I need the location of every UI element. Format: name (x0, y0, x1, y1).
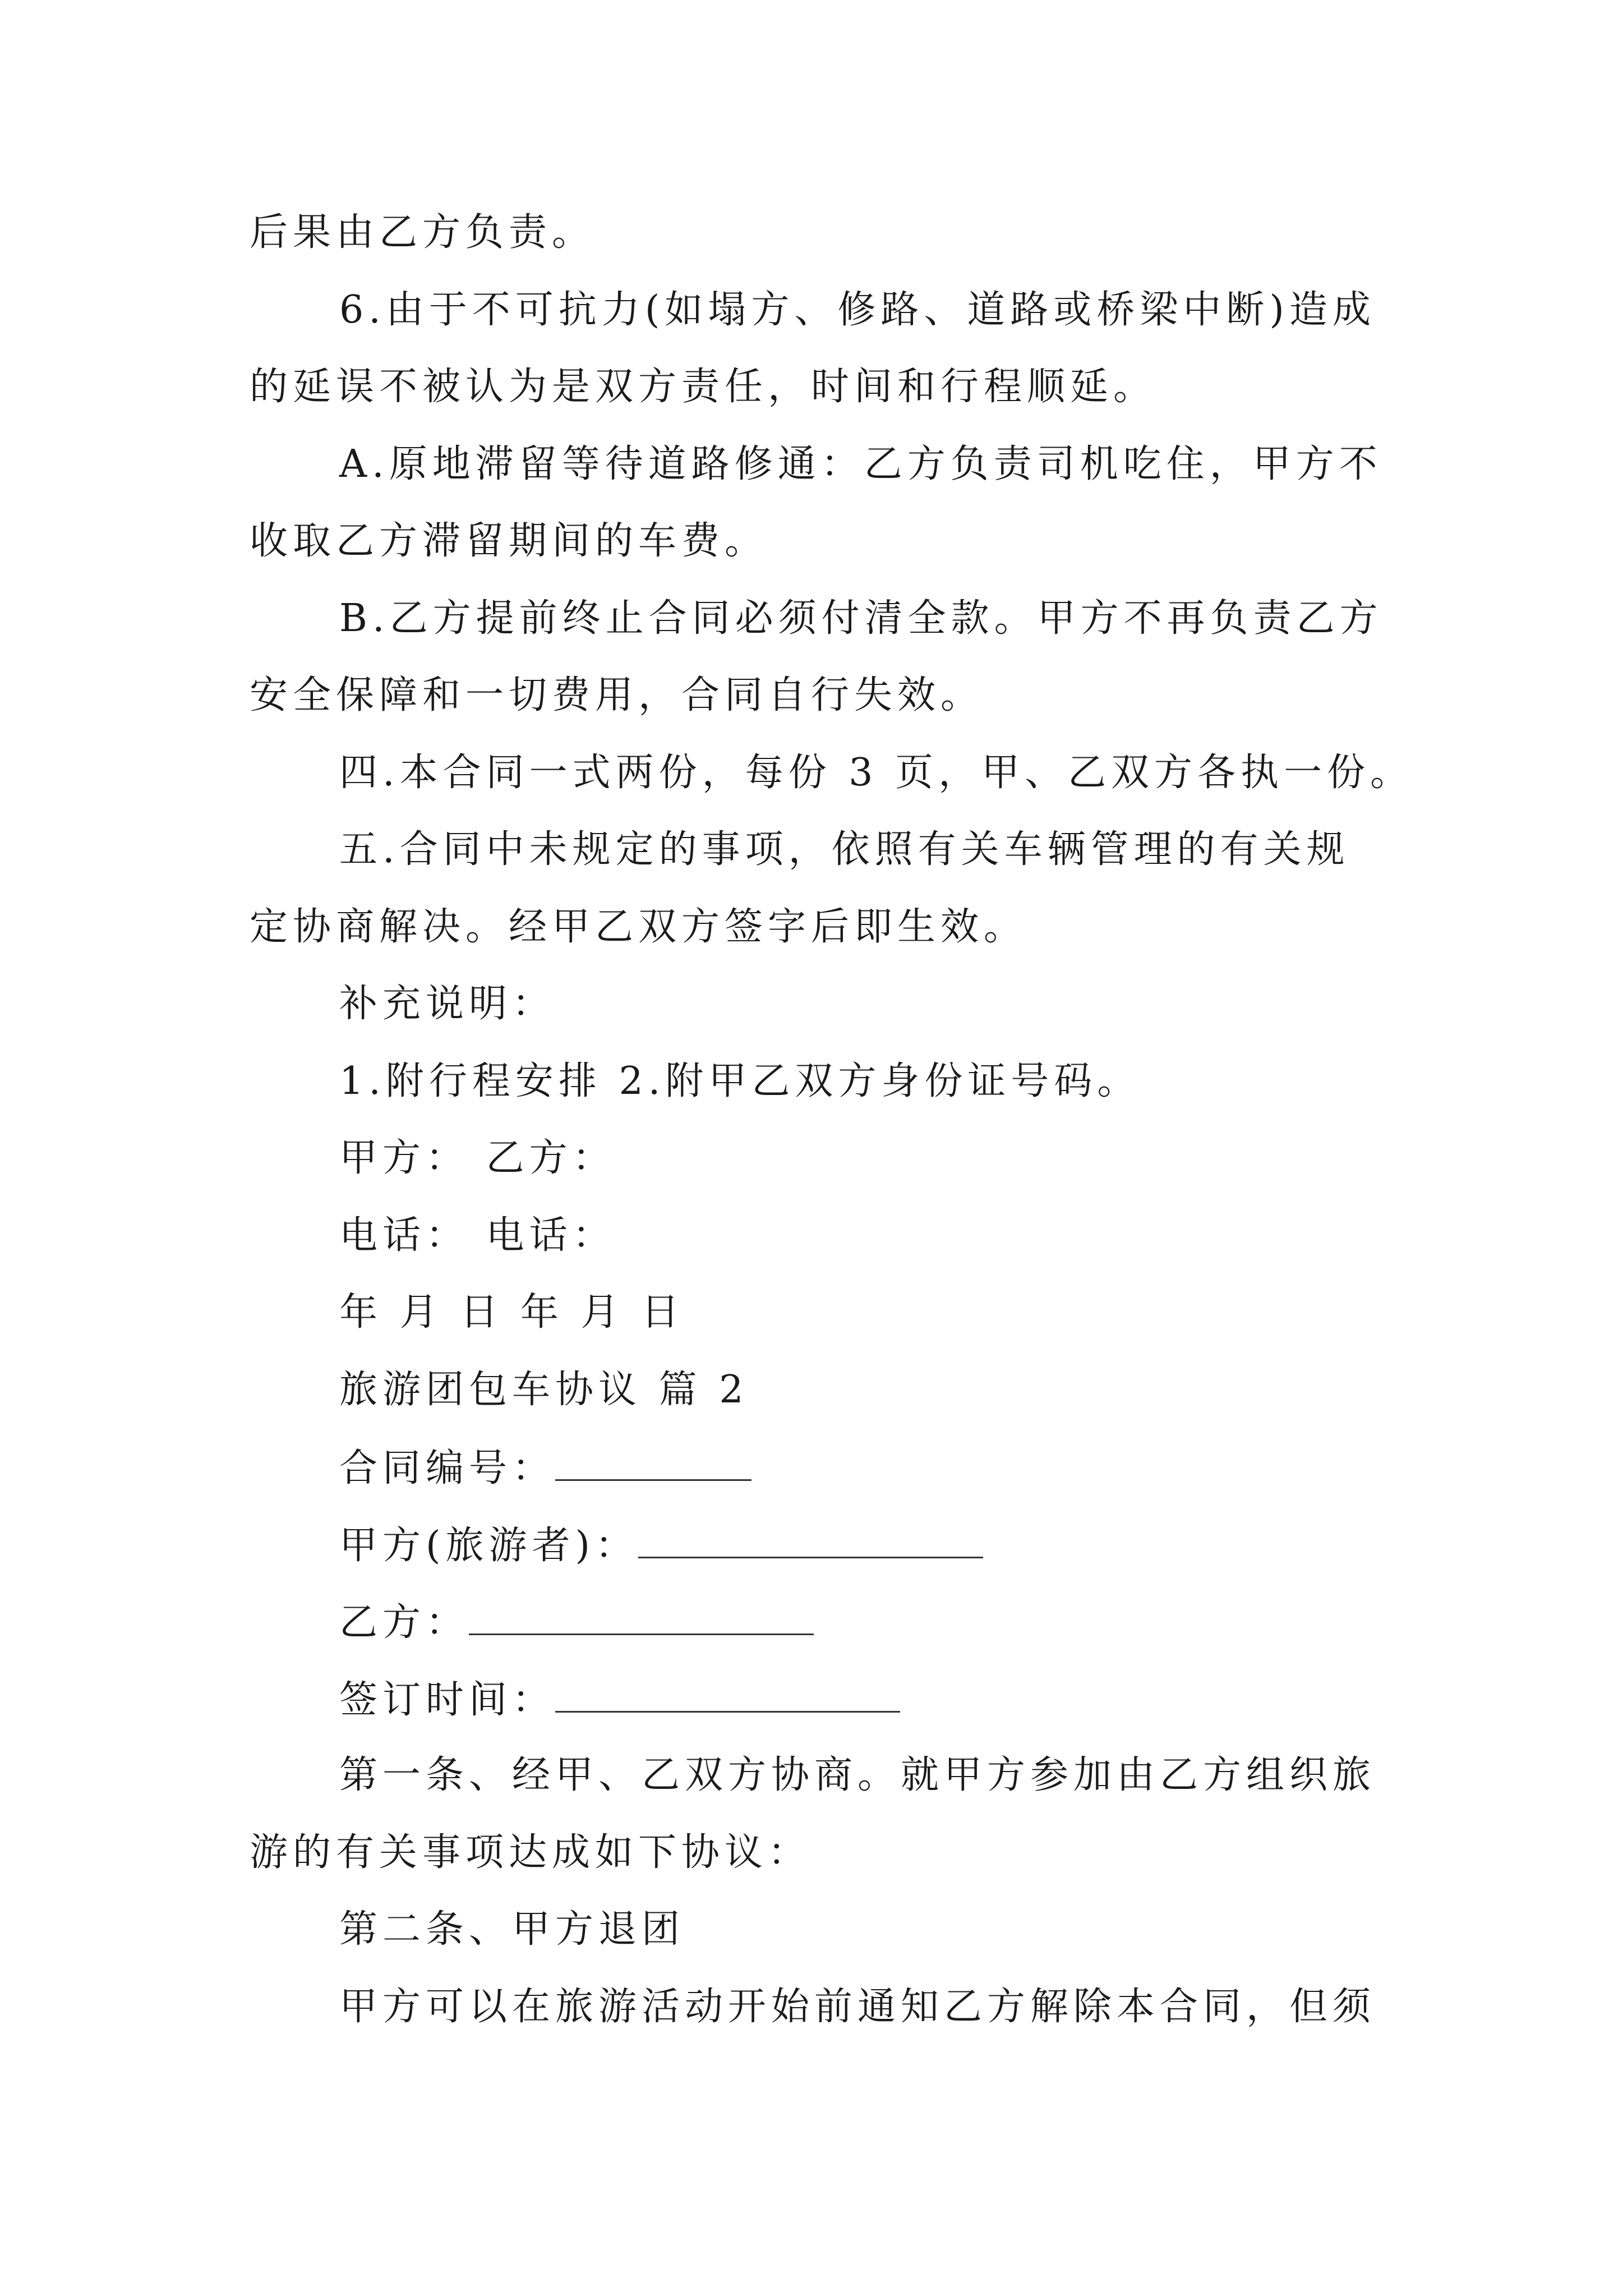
fill-blank (638, 1522, 983, 1558)
field-label: 合同编号： (339, 1446, 556, 1490)
phone-label-line: 电话： 电话： (339, 1213, 616, 1258)
paragraph-line: 1.附行程安排 2.附甲乙双方身份证号码。 (339, 1059, 1141, 1103)
paragraph-line: B.乙方提前终止合同必须付清全款。甲方不再负责乙方 (339, 596, 1383, 641)
paragraph-line: 的延误不被认为是双方责任，时间和行程顺延。 (250, 365, 1157, 409)
paragraph-line: 四.本合同一式两份，每份 3 页，甲、乙双方各执一份。 (339, 751, 1414, 795)
section-title: 旅游团包车协议 篇 2 (339, 1368, 749, 1412)
fill-blank (469, 1599, 814, 1635)
article-heading: 第二条、甲方退团 (339, 1907, 685, 1952)
article-line: 游的有关事项达成如下协议： (250, 1830, 811, 1875)
contract-no-field (339, 1444, 751, 1491)
paragraph-line: A.原地滞留等待道路修通：乙方负责司机吃住，甲方不 (339, 442, 1382, 486)
paragraph-line: 安全保障和一切费用，合同自行失效。 (250, 673, 984, 717)
paragraph-line: 补充说明： (339, 982, 556, 1026)
fill-blank (555, 1676, 900, 1713)
field-label: 甲方(旅游者)： (339, 1524, 639, 1568)
field-label: 乙方： (339, 1600, 469, 1645)
sign-time-field (339, 1676, 900, 1723)
date-line: 年 月 日 年 月 日 (339, 1290, 685, 1335)
paragraph-line: 定协商解决。经甲乙双方签字后即生效。 (250, 905, 1027, 949)
paragraph-line: 收取乙方滞留期间的车费。 (250, 519, 768, 563)
field-label: 签订时间： (339, 1678, 556, 1722)
article-line: 第一条、经甲、乙双方协商。就甲方参加由乙方组织旅 (339, 1753, 1376, 1797)
fill-blank (555, 1444, 751, 1481)
paragraph-line: 五.合同中未规定的事项，依照有关车辆管理的有关规 (339, 827, 1350, 872)
paragraph-line: 6.由于不可抗力(如塌方、修路、道路或桥梁中断)造成 (339, 288, 1376, 332)
party-a-field (339, 1522, 983, 1568)
party-label-line: 甲方： 乙方： (339, 1136, 616, 1180)
article-line: 甲方可以在旅游活动开始前通知乙方解除本合同，但须 (339, 1985, 1376, 2029)
party-b-field (339, 1599, 814, 1645)
paragraph-line: 后果由乙方负责。 (250, 210, 596, 255)
